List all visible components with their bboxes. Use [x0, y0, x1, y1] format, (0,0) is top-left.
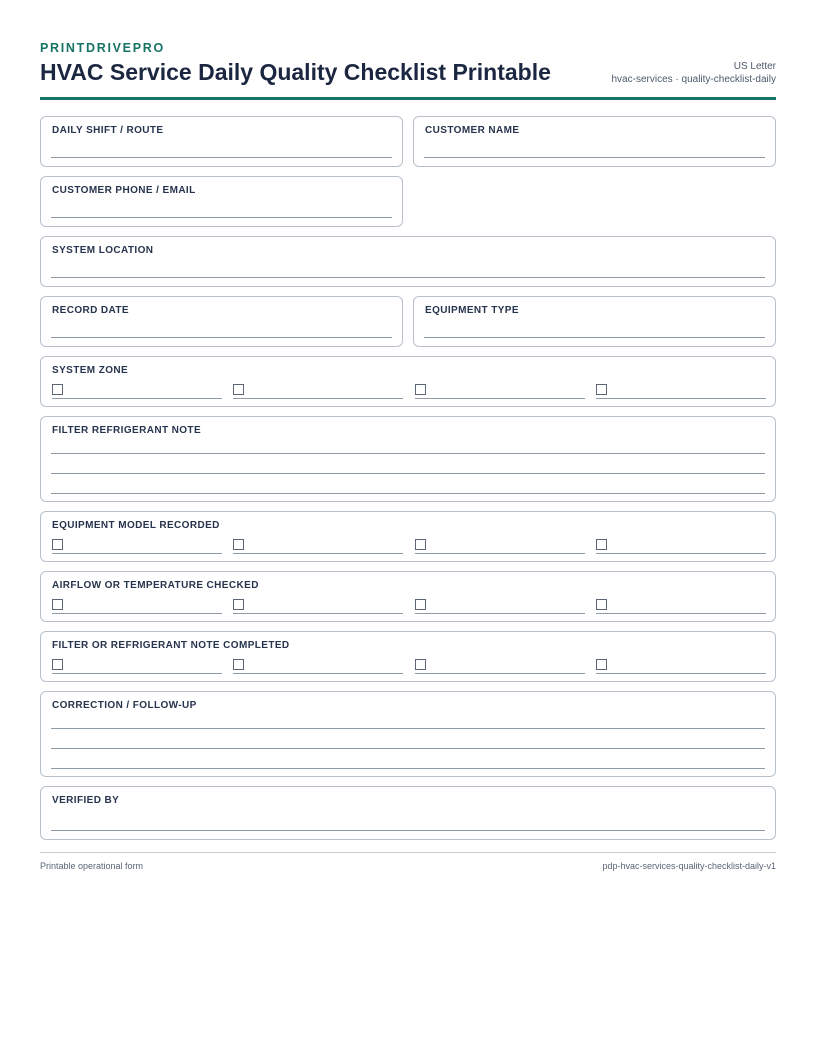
checkbox[interactable] [233, 659, 244, 670]
note-completed-option-2[interactable] [233, 659, 403, 674]
equipment-model-option-4[interactable] [596, 539, 766, 554]
verified-by-field[interactable] [40, 786, 776, 840]
option-line [52, 398, 222, 399]
checkbox[interactable] [415, 384, 426, 395]
customer-name-input-line[interactable] [424, 157, 765, 158]
checkbox[interactable] [596, 659, 607, 670]
option-line [52, 673, 222, 674]
filter-refrigerant-note-field[interactable] [40, 416, 776, 502]
customer-phone-email-input-line[interactable] [51, 217, 392, 218]
system-zone-option-4[interactable] [596, 384, 766, 399]
option-line [596, 398, 766, 399]
checkbox[interactable] [233, 384, 244, 395]
checkbox[interactable] [233, 599, 244, 610]
system-location-input-line[interactable] [51, 277, 765, 278]
record-date-input-line[interactable] [51, 337, 392, 338]
airflow-temperature-checked-field [40, 571, 776, 622]
footer-divider [40, 852, 776, 853]
equipment-model-recorded-label: EQUIPMENT MODEL RECORDED [52, 520, 220, 531]
note-line-2[interactable] [51, 473, 765, 474]
airflow-option-2[interactable] [233, 599, 403, 614]
option-line [415, 553, 585, 554]
checkbox[interactable] [415, 539, 426, 550]
note-line-3[interactable] [51, 493, 765, 494]
system-zone-option-3[interactable] [415, 384, 585, 399]
page-size-label: US Letter [733, 61, 776, 72]
page-title: HVAC Service Daily Quality Checklist Printable [40, 59, 551, 85]
option-line [415, 398, 585, 399]
tags-label: hvac-services · quality-checklist-daily [611, 74, 776, 85]
checkbox[interactable] [596, 599, 607, 610]
checkbox[interactable] [52, 599, 63, 610]
note-completed-option-1[interactable] [52, 659, 222, 674]
equipment-type-field[interactable] [413, 296, 776, 347]
daily-shift-route-label: DAILY SHIFT / ROUTE [52, 125, 164, 136]
equipment-model-option-2[interactable] [233, 539, 403, 554]
equipment-model-recorded-field [40, 511, 776, 562]
daily-shift-route-input-line[interactable] [51, 157, 392, 158]
option-line [596, 673, 766, 674]
checkbox[interactable] [52, 384, 63, 395]
checkbox[interactable] [52, 539, 63, 550]
option-line [52, 553, 222, 554]
option-line [52, 613, 222, 614]
correction-follow-up-field[interactable] [40, 691, 776, 777]
correction-line-1[interactable] [51, 728, 765, 729]
equipment-type-label: EQUIPMENT TYPE [425, 305, 519, 316]
equipment-model-option-3[interactable] [415, 539, 585, 554]
checkbox[interactable] [415, 599, 426, 610]
customer-phone-email-label: CUSTOMER PHONE / EMAIL [52, 185, 196, 196]
footer-note: Printable operational form [40, 861, 144, 871]
system-zone-option-2[interactable] [233, 384, 403, 399]
airflow-option-4[interactable] [596, 599, 766, 614]
note-line-1[interactable] [51, 453, 765, 454]
option-line [596, 553, 766, 554]
option-line [233, 398, 403, 399]
system-zone-option-1[interactable] [52, 384, 222, 399]
option-line [415, 613, 585, 614]
option-line [233, 553, 403, 554]
note-completed-option-4[interactable] [596, 659, 766, 674]
system-location-field[interactable] [40, 236, 776, 287]
header-divider [40, 97, 776, 100]
note-completed-option-3[interactable] [415, 659, 585, 674]
daily-shift-route-field[interactable] [40, 116, 403, 167]
option-line [233, 613, 403, 614]
airflow-temperature-checked-label: AIRFLOW OR TEMPERATURE CHECKED [52, 580, 259, 591]
customer-name-label: CUSTOMER NAME [425, 125, 520, 136]
checkbox[interactable] [52, 659, 63, 670]
page-meta [612, 60, 777, 86]
option-line [233, 673, 403, 674]
correction-line-3[interactable] [51, 768, 765, 769]
system-zone-label: SYSTEM ZONE [52, 365, 129, 376]
record-date-label: RECORD DATE [52, 305, 129, 316]
option-line [596, 613, 766, 614]
verified-by-label: VERIFIED BY [52, 795, 120, 806]
equipment-type-input-line[interactable] [424, 337, 765, 338]
form-id: pdp-hvac-services-quality-checklist-daily-v1 [602, 861, 776, 871]
filter-refrigerant-note-completed-field [40, 631, 776, 682]
option-line [415, 673, 585, 674]
checkbox[interactable] [596, 539, 607, 550]
equipment-model-option-1[interactable] [52, 539, 222, 554]
airflow-option-3[interactable] [415, 599, 585, 614]
correction-line-2[interactable] [51, 748, 765, 749]
verified-by-input-line[interactable] [51, 830, 765, 831]
system-zone-field [40, 356, 776, 407]
checkbox[interactable] [233, 539, 244, 550]
brand-name: PRINTDRIVEPRO [40, 41, 165, 55]
checkbox[interactable] [415, 659, 426, 670]
system-location-label: SYSTEM LOCATION [52, 245, 154, 256]
correction-follow-up-label: CORRECTION / FOLLOW-UP [52, 700, 197, 711]
customer-name-field[interactable] [413, 116, 776, 167]
customer-phone-email-field[interactable] [40, 176, 403, 227]
checkbox[interactable] [596, 384, 607, 395]
airflow-option-1[interactable] [52, 599, 222, 614]
filter-refrigerant-note-label: FILTER REFRIGERANT NOTE [52, 425, 202, 436]
record-date-field[interactable] [40, 296, 403, 347]
filter-refrigerant-note-completed-label: FILTER OR REFRIGERANT NOTE COMPLETED [52, 640, 290, 651]
